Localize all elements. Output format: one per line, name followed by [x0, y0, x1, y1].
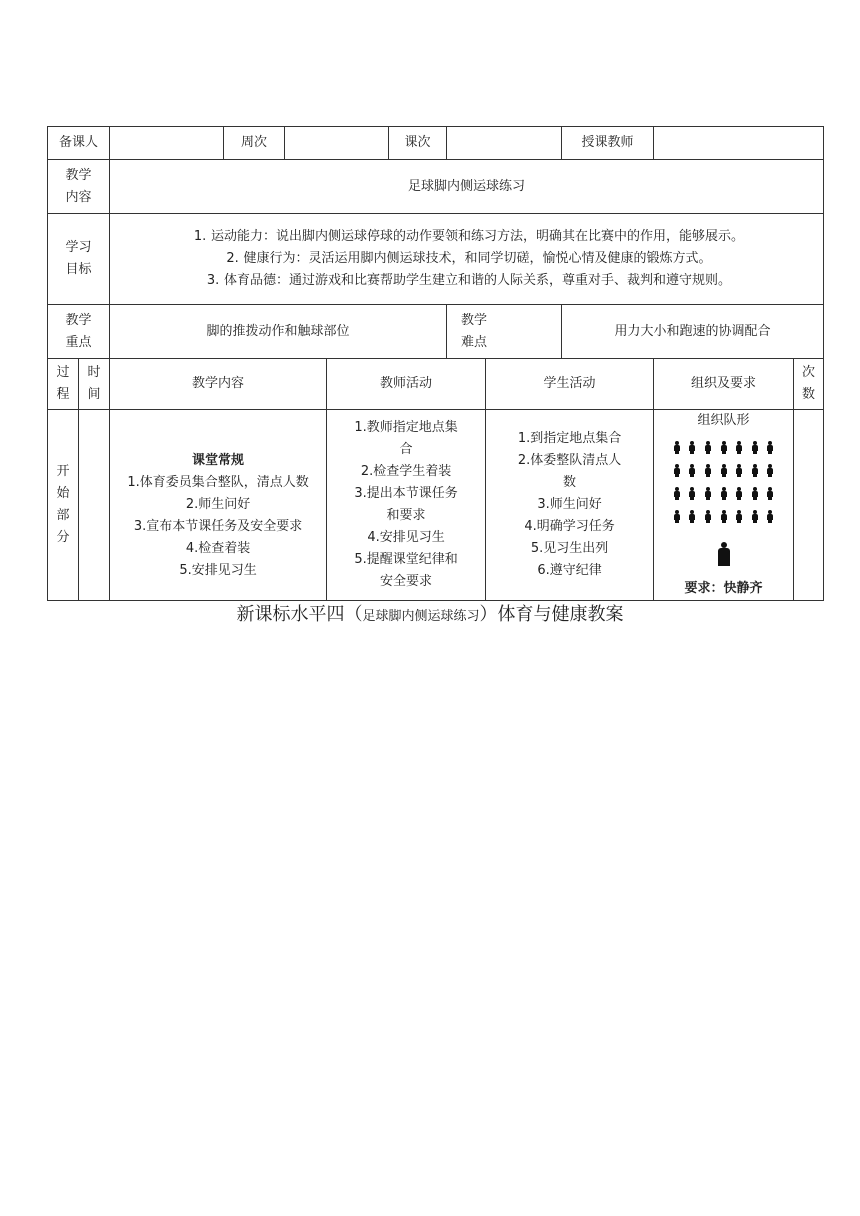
- objectives-row: [48, 214, 824, 305]
- formation-row: [674, 436, 774, 459]
- student-figure-icon: [705, 441, 711, 455]
- student-figure-icon: [736, 464, 742, 478]
- teacher-item: 3.提出本节课任务: [354, 486, 458, 501]
- formation-row: [674, 482, 774, 505]
- student-item: 1.到指定地点集合: [517, 431, 622, 446]
- formation-title: 组织队形: [697, 413, 750, 428]
- student-figure-icon: [752, 487, 758, 501]
- student-figure-icon: [705, 487, 711, 501]
- student-activity-cell: [486, 410, 654, 601]
- teaching-content-header: 教学内容: [110, 359, 327, 410]
- teacher-item: 1.教师指定地点集: [354, 420, 458, 435]
- teacher-item: 合: [399, 442, 413, 457]
- process-start: 开 始 部 分: [48, 410, 79, 601]
- student-figure-icon: [752, 510, 758, 524]
- process-header: 过 程: [48, 359, 79, 410]
- teacher-figure-icon: [718, 542, 730, 568]
- keypoints-row: [48, 305, 824, 359]
- student-figure-icon: [767, 510, 773, 524]
- week-label: 周次: [224, 127, 285, 160]
- student-figure-icon: [752, 464, 758, 478]
- student-figure-icon: [674, 464, 680, 478]
- column-header-row: [48, 359, 824, 410]
- preparer-value: [110, 127, 224, 160]
- student-figure-icon: [721, 487, 727, 501]
- teacher-value: [654, 127, 824, 160]
- times-header: 次 数: [794, 359, 824, 410]
- header-row: [48, 127, 824, 160]
- objective-item: 3. 体育品德：通过游戏和比赛帮助学生建立和谐的人际关系，尊重对手、裁判和遵守规则。: [206, 273, 732, 288]
- objectives-list: [110, 214, 824, 305]
- formation-row: [674, 459, 774, 482]
- student-figure-icon: [721, 510, 727, 524]
- difficulty-value: 用力大小和跑速的协调配合: [562, 305, 824, 359]
- teacher-label: 授课教师: [562, 127, 654, 160]
- teacher-item: 2.检查学生着装: [360, 464, 452, 479]
- routine-title: 课堂常规: [192, 453, 245, 468]
- lesson-value: [447, 127, 562, 160]
- content-item: 2.师生问好: [185, 497, 251, 512]
- formation-diagram: [674, 436, 774, 528]
- teaching-content-cell: [110, 410, 327, 601]
- student-figure-icon: [674, 487, 680, 501]
- teacher-item: 和要求: [386, 508, 426, 523]
- student-figure-icon: [752, 441, 758, 455]
- start-section-row: [48, 410, 824, 601]
- time-start: [79, 410, 110, 601]
- student-figure-icon: [736, 487, 742, 501]
- lesson-label: 课次: [389, 127, 447, 160]
- student-figure-icon: [721, 464, 727, 478]
- content-item: 3.宣布本节课任务及安全要求: [133, 519, 303, 534]
- student-figure-icon: [767, 487, 773, 501]
- student-item: 6.遵守纪律: [537, 563, 602, 578]
- student-figure-icon: [736, 441, 742, 455]
- key-point-label: 教学 重点: [48, 305, 110, 359]
- student-figure-icon: [705, 510, 711, 524]
- student-item: 数: [563, 475, 577, 490]
- content-item: 5.安排见习生: [179, 563, 257, 578]
- time-header: 时 间: [79, 359, 110, 410]
- student-figure-icon: [767, 441, 773, 455]
- times-start: [794, 410, 824, 601]
- teacher-activity-header: 教师活动: [327, 359, 486, 410]
- organization-cell: [654, 410, 794, 601]
- content-item: 1.体育委员集合整队，清点人数: [127, 475, 309, 490]
- teacher-item: 4.安排见习生: [367, 530, 445, 545]
- content-row: [48, 160, 824, 214]
- teacher-item: 安全要求: [380, 574, 433, 589]
- student-figure-icon: [689, 487, 695, 501]
- teacher-activity-cell: [327, 410, 486, 601]
- student-figure-icon: [767, 464, 773, 478]
- student-item: 5.见习生出列: [530, 541, 609, 556]
- student-figure-icon: [689, 441, 695, 455]
- objectives-label: 学习 目标: [48, 214, 110, 305]
- student-figure-icon: [674, 510, 680, 524]
- content-label: 教学 内容: [48, 160, 110, 214]
- student-figure-icon: [689, 510, 695, 524]
- student-figure-icon: [674, 441, 680, 455]
- student-item: 3.师生问好: [537, 497, 602, 512]
- key-point-value: 脚的推拨动作和触球部位: [110, 305, 447, 359]
- lesson-plan-table: [47, 126, 824, 601]
- student-figure-icon: [705, 464, 711, 478]
- requirement-text: 要求：快静齐: [684, 581, 763, 596]
- student-figure-icon: [689, 464, 695, 478]
- week-value: [285, 127, 389, 160]
- formation-row: [674, 505, 774, 528]
- student-activity-header: 学生活动: [486, 359, 654, 410]
- student-item: 2.体委整队清点人: [517, 453, 622, 468]
- content-value: 足球脚内侧运球练习: [110, 160, 824, 214]
- difficulty-label: 教学 难点: [447, 305, 562, 359]
- student-figure-icon: [736, 510, 742, 524]
- organization-header: 组织及要求: [654, 359, 794, 410]
- objective-item: 2. 健康行为：灵活运用脚内侧运球技术，和同学切磋，愉悦心情及健康的锻炼方式。: [226, 251, 712, 266]
- content-item: 4.检查着装: [185, 541, 251, 556]
- student-figure-icon: [721, 441, 727, 455]
- teacher-item: 5.提醒课堂纪律和: [354, 552, 458, 567]
- preparer-label: 备课人: [48, 127, 110, 160]
- document-caption: 新课标水平四（足球脚内侧运球练习）体育与健康教案: [236, 604, 624, 625]
- student-item: 4.明确学习任务: [524, 519, 615, 534]
- objective-item: 1. 运动能力：说出脚内侧运球停球的动作要领和练习方法，明确其在比赛中的作用，能够展示。: [193, 229, 745, 244]
